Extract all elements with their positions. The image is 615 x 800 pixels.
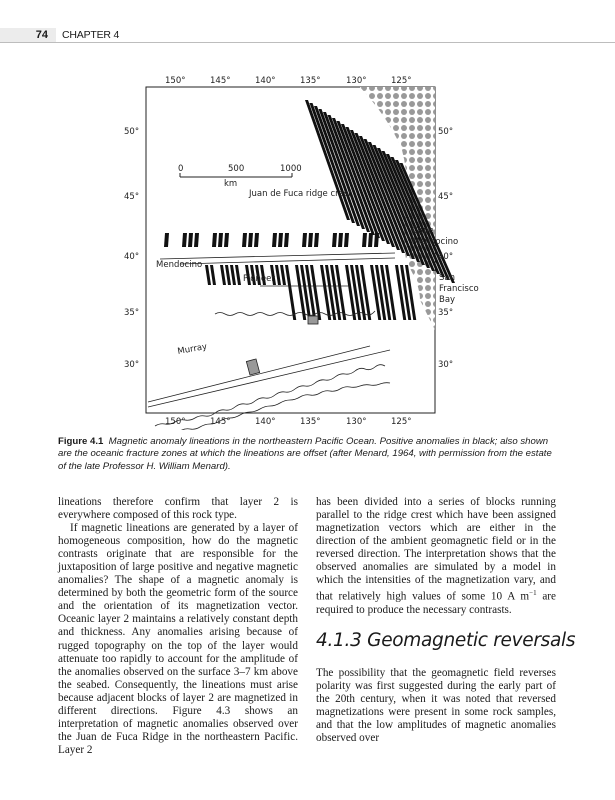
lon-label: 140° [255,76,276,86]
lon-label: 140° [255,417,276,427]
lat-label: 40° [438,252,454,262]
ridge-crest-label: Juan de Fuca ridge crest [249,189,352,199]
cape-label: Cape [412,226,434,236]
paragraph: If magnetic lineations are generated by a layer of homogeneous composition, how do the magnetic contrasts originate that are responsible for the juxtaposition of large positive and negative magnetic anomalies? The shape of a magnetic anomaly is determined by both the geometric form of the source and the orientation of its magnetization vector. Oceanic layer 2 maintains a relatively constant depth and thickness. Any anomalies arising because of rugged topography on the top of the layer would attenuate too rapidly to account for the amplitude of the anomalies observed on the surface 3–7 km above the seabed. Consequently, the lineations must arise because adjacent blocks of layer 2 are magnetized in different directions. Figure 4.3 shows an interpretation of magnetic anomalies observed over the Juan de Fuca Ridge in the northeastern Pacific. Layer 2 [58,522,298,756]
lon-label: 130° [346,76,367,86]
text-run: has been divided into a series of blocks running parallel to the ridge crest which have been assigned magnetization vectors which are either in the direction of the ambient geomagnetic field or in the reversed direction. The interpretation shows that the observed anomalies are simulated by a model in which the intensities of the magnetization vary, and that relatively high values of some 10 A m [316,496,556,604]
lon-label: 125° [391,417,412,427]
lon-label: 145° [210,76,231,86]
pioneer-fz-label: Pioneer [243,274,275,284]
lat-label: 45° [124,192,140,202]
lon-label: 150° [165,417,186,427]
superscript: −1 [529,589,537,598]
running-header [0,28,615,43]
text-run: are required to produce the necessary contrasts. [316,591,556,617]
chapter-title: CHAPTER 4 [62,29,120,41]
latitude-labels-left [124,127,139,370]
lat-label: 35° [124,308,140,318]
murray-fz-label: Murray [176,341,208,357]
section-heading: 4.1.3 Geomagnetic reversals [316,630,576,651]
lon-label: 150° [165,76,186,86]
map-frame [146,87,435,413]
left-column [58,496,298,757]
figure-label: Figure 4.1 [58,436,104,447]
sf-bay-label: Bay [439,295,456,305]
right-column [316,496,556,617]
lat-label: 40° [124,252,140,262]
caption-text: Magnetic anomaly lineations in the northeastern Pacific Ocean. Positive anomalies in black; also shown are the oceanic fracture zones at which the lineations are offset (after Menard, 1964, with permission from the estate of the late Professor H. William Menard). [58,436,552,472]
sf-bay-label: San [439,273,455,283]
lat-label: 30° [124,360,140,370]
scale-tick-1000: 1000 [280,164,302,174]
figure-caption [58,436,558,473]
cape-label: Mendocino [412,237,459,247]
lat-label: 35° [438,308,454,318]
sf-bay-label: Francisco [439,284,479,294]
paragraph: lineations therefore confirm that layer 2 is everywhere composed of this rock type. [58,496,298,522]
latitude-labels-right [438,127,456,370]
longitude-labels-top [165,76,411,86]
lon-label: 135° [300,76,321,86]
paragraph [316,496,556,617]
lat-label: 30° [438,360,454,370]
paragraph: The possibility that the geomagnetic field reverses polarity was first suggested during the early part of the 20th century, when it was noted that reversed magnetizations were present in some rock samples, and that the low amplitudes of magnetic anomalies observed over [316,667,556,745]
page-number: 74 [0,28,56,42]
lat-label: 50° [438,127,454,137]
lon-label: 135° [300,417,321,427]
lat-label: 45° [438,192,454,202]
scale-unit: km [224,179,238,189]
lon-label: 130° [346,417,367,427]
lat-label: 50° [124,127,140,137]
right-column-continued [316,667,556,745]
scale-tick-500: 500 [228,164,245,174]
figure-map [120,60,480,430]
lon-label: 145° [210,417,231,427]
scale-tick-0: 0 [178,164,184,174]
lon-label: 125° [391,76,412,86]
mendocino-fz-label: Mendocino [156,260,203,270]
